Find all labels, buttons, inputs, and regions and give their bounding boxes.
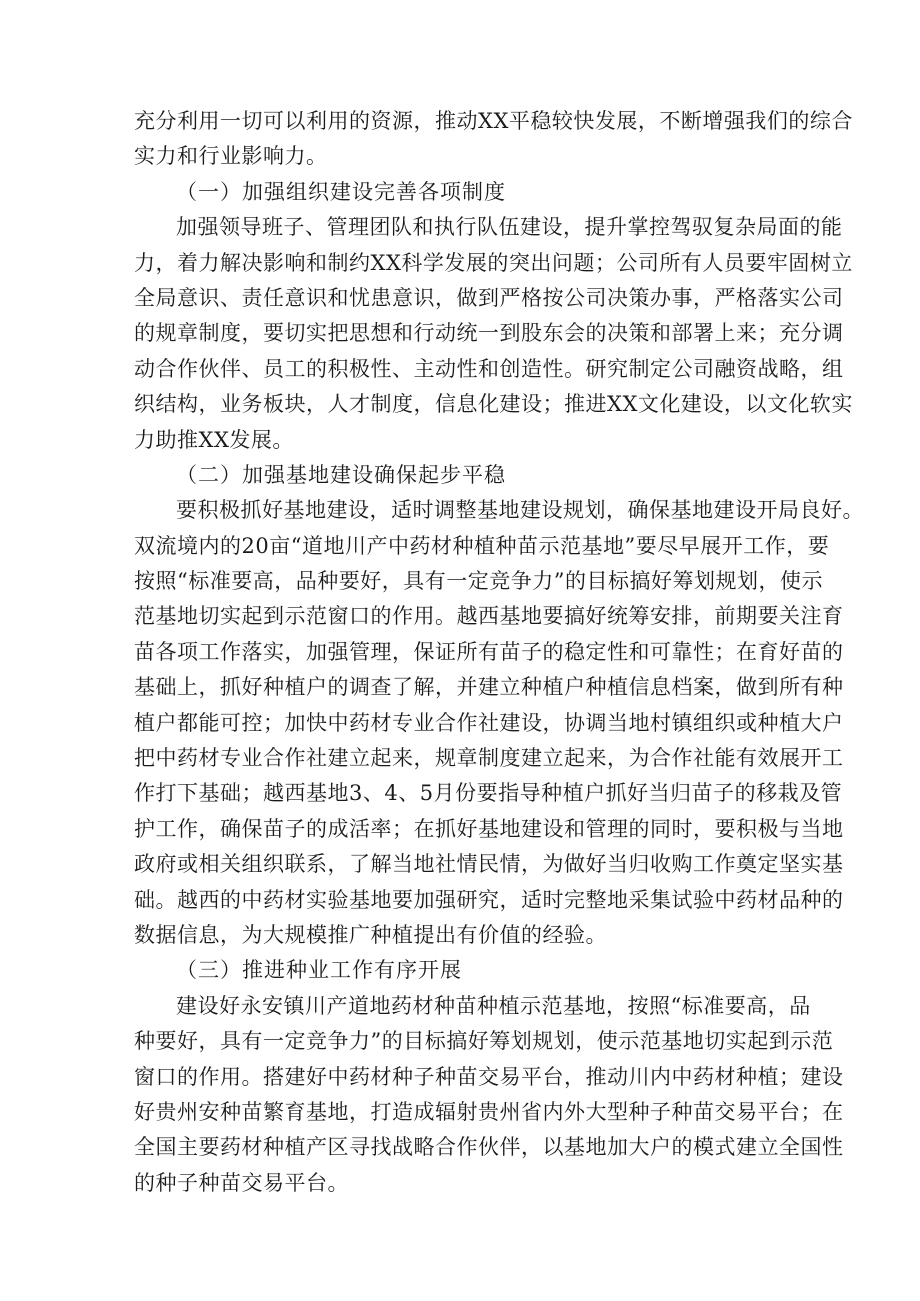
text-line: 窗口的作用。搭建好中药材种子种苗交易平台，推动川内中药材种植；建设 — [134, 1064, 844, 1089]
text-line: 全局意识、责任意识和忧患意识，做到严格按公司决策办事，严格落实公司 — [134, 285, 844, 310]
text-line: 动合作伙伴、员工的积极性、主动性和创造性。研究制定公司融资战略，组 — [134, 356, 844, 381]
text-line: 充分利用一切可以利用的资源，推动XX平稳较快发展，不断增强我们的综合 — [134, 109, 853, 133]
section-heading-1: （一）加强组织建设完善各项制度 — [176, 179, 506, 204]
paragraph — [134, 210, 853, 458]
paragraph — [134, 989, 844, 1201]
text-line: 力助推XX发展。 — [134, 427, 294, 452]
paragraph — [134, 104, 853, 175]
text-line: 好贵州安种苗繁育基地，打造成辐射贵州省内外大型种子种苗交易平台；在 — [134, 1099, 844, 1124]
text-line: 实力和行业影响力。 — [134, 144, 328, 169]
text-line: 按照“标准要高，品种要好，具有一定竞争力”的目标搞好筹划规划，使示 — [134, 569, 823, 594]
text-line: 织结构，业务板块，人才制度，信息化建设；推进XX文化建设，以文化软实 — [134, 392, 853, 417]
text-line: 护工作，确保苗子的成活率；在抓好基地建设和管理的同时，要积极与当地 — [134, 816, 844, 841]
text-line: 苗各项工作落实，加强管理，保证所有苗子的稳定性和可靠性；在育好苗的 — [134, 639, 844, 664]
section-heading-3: （三）推进种业工作有序开展 — [176, 958, 462, 983]
text-line: 种要好，具有一定竞争力”的目标搞好筹划规划，使示范基地切实起到示范 — [134, 1029, 834, 1054]
text-line: 的规章制度，要切实把思想和行动统一到股东会的决策和部署上来；充分调 — [134, 321, 844, 346]
text-line: 全国主要药材种植产区寻找战略合作伙伴，以基地加大户的模式建立全国性 — [134, 1135, 844, 1160]
text-line: 数据信息，为大规模推广种植提出有价值的经验。 — [134, 922, 607, 947]
section-heading-2: （二）加强基地建设确保起步平稳 — [176, 462, 506, 487]
document-page — [134, 104, 864, 1201]
text-line: 力，着力解决影响和制约XX科学发展的突出问题；公司所有人员要牢固树立 — [134, 250, 853, 275]
text-line: 范基地切实起到示范窗口的作用。越西基地要搞好统筹安排，前期要关注育 — [134, 604, 844, 629]
text-line: 础。越西的中药材实验基地要加强研究，适时完整地采集试验中药材品种的 — [134, 887, 844, 912]
text-line: 双流境内的20亩“道地川产中药材种植种苗示范基地”要尽早展开工作，要 — [134, 533, 830, 558]
text-line: 的种子种苗交易平台。 — [134, 1170, 349, 1195]
text-line: 建设好永安镇川产道地药材种苗种植示范基地，按照“标准要高，品 — [176, 993, 811, 1018]
text-line: 加强领导班子、管理团队和执行队伍建设，提升掌控驾驭复杂局面的能 — [176, 215, 843, 240]
text-line: 植户都能可控；加快中药材专业合作社建设，协调当地村镇组织或种植大户 — [134, 710, 844, 735]
text-line: 作打下基础；越西基地3、4、5月份要指导种植户抓好当归苗子的移栽及管 — [134, 781, 843, 806]
paragraph — [134, 493, 864, 953]
text-line: 基础上，抓好种植户的调查了解，并建立种植户种植信息档案，做到所有种 — [134, 675, 844, 700]
text-line: 政府或相关组织联系，了解当地社情民情，为做好当归收购工作奠定坚实基 — [134, 852, 844, 877]
text-line: 要积极抓好基地建设，适时调整基地建设规划，确保基地建设开局良好。 — [176, 498, 864, 523]
text-line: 把中药材专业合作社建立起来，规章制度建立起来，为合作社能有效展开工 — [134, 746, 844, 771]
